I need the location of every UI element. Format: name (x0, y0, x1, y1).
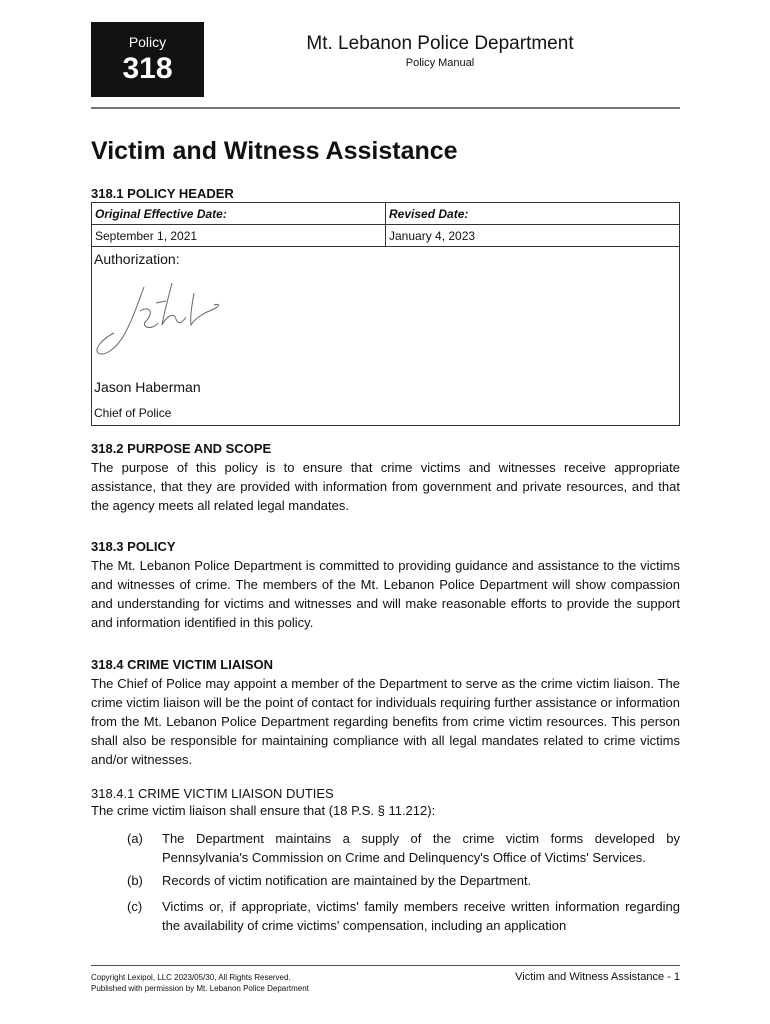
page-title: Victim and Witness Assistance (91, 137, 458, 165)
purpose-section (91, 458, 680, 515)
revised-date-label: Revised Date: (386, 203, 680, 225)
policy-header-heading: 318.1 POLICY HEADER (91, 186, 234, 201)
purpose-heading: 318.2 PURPOSE AND SCOPE (91, 441, 272, 456)
list-item-text: Records of victim notification are maintained by the Department. (162, 873, 532, 888)
duties-heading: 318.4.1 CRIME VICTIM LIAISON DUTIES (91, 786, 334, 801)
duties-intro: The crime victim liaison shall ensure that (18 P.S. § 11.212): (91, 803, 436, 818)
department-name: Mt. Lebanon Police Department (306, 33, 574, 54)
policy-heading: 318.3 POLICY (91, 539, 176, 554)
list-item-text: The Department maintains a supply of the crime victim forms developed by Pennsylvania's Commission on Crime and Delinquency's Office of Victims' Services. (162, 831, 680, 865)
signature-image (92, 273, 242, 363)
authorizer-name: Jason Haberman (94, 379, 201, 395)
list-item-letter: (a) (127, 831, 143, 846)
policy-header-table (91, 202, 680, 247)
liaison-text: The Chief of Police may appoint a member of the Department to serve as the crime victim liaison. The crime victim liaison will be the point of contact for individuals requiring further assistance or information from the Mt. Lebanon Police Department regarding benefits from crime victim resources. This person shall also be responsible for maintaining compliance with all legal mandates related to crime victims and/or witnesses. (91, 676, 680, 767)
authorization-cell (91, 245, 680, 426)
authorization-label: Authorization: (94, 251, 180, 267)
list-item-text: Victims or, if appropriate, victims' family members receive written information regarding the availability of crime victims' compensation, including an application (162, 899, 680, 933)
manual-name: Policy Manual (405, 57, 475, 69)
footer-permission: Published with permission by Mt. Lebanon Police Department (91, 984, 309, 993)
liaison-section (91, 674, 680, 769)
list-item (127, 897, 680, 935)
list-item-letter: (b) (127, 873, 143, 888)
original-effective-date: September 1, 2021 (92, 225, 386, 247)
footer-page-label: Victim and Witness Assistance - 1 (515, 971, 680, 983)
original-effective-label: Original Effective Date: (92, 203, 386, 225)
footer-copyright: Copyright Lexipol, LLC 2023/05/30, All Rights Reserved. (91, 973, 291, 982)
list-item (127, 871, 680, 890)
authorizer-title: Chief of Police (94, 406, 172, 420)
revised-date: January 4, 2023 (386, 225, 680, 247)
policy-section (91, 556, 680, 632)
list-item-letter: (c) (127, 899, 143, 914)
policy-label: Policy (128, 34, 167, 50)
footer-copyright-block (91, 972, 309, 994)
policy-number-badge (91, 22, 204, 97)
policy-number: 318 (122, 52, 173, 85)
footer-divider (91, 965, 680, 966)
purpose-text: The purpose of this policy is to ensure that crime victims and witnesses receive appropriate assistance, that they are provided with information from government and private resources, and that the agency meets all related legal mandates. (91, 460, 680, 513)
liaison-heading: 318.4 CRIME VICTIM LIAISON (91, 657, 274, 672)
policy-text: The Mt. Lebanon Police Department is committed to providing guidance and assistance to the victims and witnesses of crime. The members of the Mt. Lebanon Police Department will show compassion and understanding for victims and witnesses and will make reasonable efforts to provide the support and information identified in this policy. (91, 558, 680, 630)
list-item (127, 829, 680, 867)
header-divider (91, 107, 680, 109)
